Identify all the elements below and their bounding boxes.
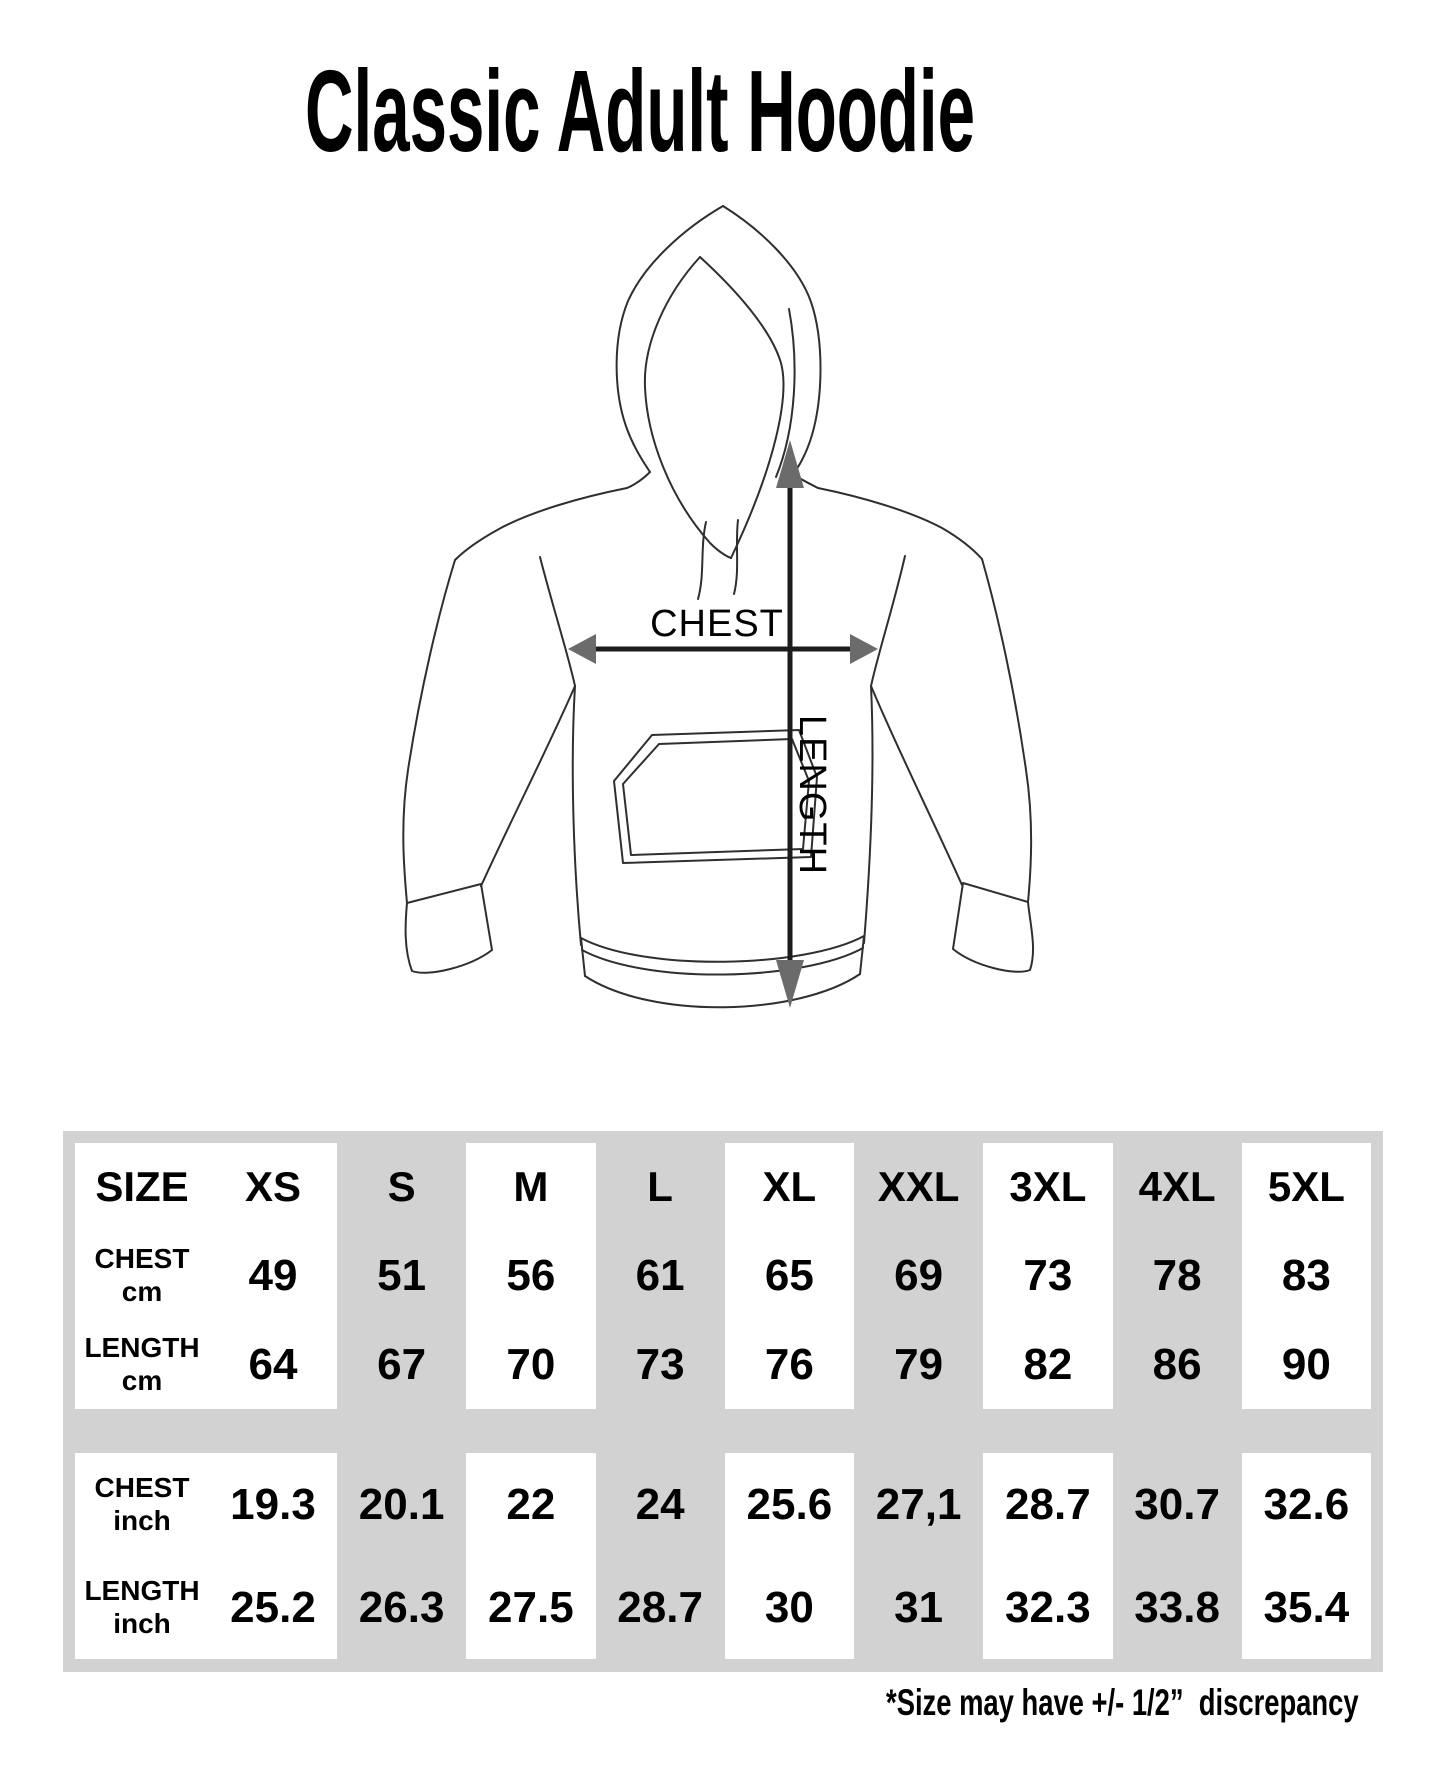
table-cell: 82 (983, 1320, 1112, 1409)
table-cell: 73 (983, 1231, 1112, 1320)
table-cell: 76 (725, 1320, 854, 1409)
table-cell: 26.3 (358, 1582, 445, 1632)
size-column-header: XXL (877, 1163, 960, 1210)
table-cell: 28.7 (983, 1453, 1112, 1556)
table-cell: 30.7 (1134, 1479, 1220, 1529)
table-cell: 73 (635, 1339, 685, 1389)
row-label-line: LENGTH (84, 1332, 200, 1364)
row-label-line: inch (113, 1607, 171, 1639)
table-cell: 83 (1242, 1231, 1371, 1320)
table-cell: 64 (209, 1320, 337, 1409)
length-arrowhead-bottom (776, 960, 804, 1008)
table-cell: 20.1 (358, 1479, 445, 1529)
size-header-label: SIZE (75, 1143, 209, 1231)
table-cell: 19.3 (209, 1453, 337, 1556)
size-column-header: 5XL (1242, 1143, 1371, 1231)
size-column-header: S (387, 1163, 416, 1210)
row-label-length-cm (75, 1320, 209, 1409)
table-cell: 67 (377, 1339, 427, 1389)
table-cell: 33.8 (1134, 1582, 1220, 1632)
size-column-header: 3XL (983, 1143, 1112, 1231)
table-cell: 49 (209, 1231, 337, 1320)
row-label-line: inch (113, 1504, 171, 1536)
table-cell: 24 (635, 1479, 685, 1529)
table-cell: 56 (466, 1231, 595, 1320)
row-label-line: LENGTH (84, 1575, 200, 1607)
table-cell: 86 (1152, 1339, 1202, 1389)
row-label-chest-cm (75, 1231, 209, 1320)
size-table-cm-block (75, 1143, 1371, 1409)
size-column-header: XS (209, 1143, 337, 1231)
row-label-length-inch (75, 1556, 209, 1659)
table-cell: 35.4 (1242, 1556, 1371, 1659)
page-title-graphic (0, 0, 1445, 180)
length-dimension-label: LENGTH (791, 714, 833, 876)
row-label-line: cm (121, 1275, 163, 1307)
table-cell: 28.7 (617, 1582, 703, 1632)
chest-arrowhead-left (568, 634, 596, 664)
table-cell: 69 (894, 1250, 944, 1300)
table-cell: 22 (466, 1453, 595, 1556)
table-cell: 65 (725, 1231, 854, 1320)
table-cell: 25.2 (209, 1556, 337, 1659)
size-column-header: L (647, 1163, 673, 1210)
row-label-chest-inch (75, 1453, 209, 1556)
table-cell: 90 (1242, 1320, 1371, 1409)
table-cell: 70 (466, 1320, 595, 1409)
table-cell: 32.6 (1242, 1453, 1371, 1556)
size-column-header: 4XL (1138, 1163, 1216, 1210)
table-cell: 31 (894, 1582, 944, 1632)
length-dimension-arrow (776, 440, 833, 1008)
table-cell: 51 (377, 1250, 427, 1300)
chest-dimension-arrow (568, 603, 878, 664)
table-cell: 27,1 (875, 1479, 962, 1529)
chest-dimension-label: CHEST (650, 603, 784, 645)
table-cell: 27.5 (466, 1556, 595, 1659)
chest-arrowhead-right (850, 634, 878, 664)
size-column-header: XL (725, 1143, 854, 1231)
table-cell: 32.3 (983, 1556, 1112, 1659)
page-title: Classic Adult Hoodie (305, 46, 976, 176)
table-block-divider (75, 1409, 1371, 1453)
table-cell: 61 (635, 1250, 685, 1300)
table-cell: 25.6 (725, 1453, 854, 1556)
size-table (63, 1131, 1383, 1672)
table-cell: 79 (894, 1339, 944, 1389)
table-cell: 78 (1152, 1250, 1202, 1300)
row-label-line: cm (121, 1364, 163, 1396)
size-column-header: M (466, 1143, 595, 1231)
table-cell: 30 (725, 1556, 854, 1659)
row-label-line: CHEST (94, 1472, 190, 1504)
row-label-line: CHEST (94, 1243, 190, 1275)
size-table-inch-block (75, 1453, 1371, 1659)
size-discrepancy-note: *Size may have +/- 1/2” discrepancy (886, 1682, 1359, 1723)
hoodie-diagram (340, 190, 1060, 1040)
